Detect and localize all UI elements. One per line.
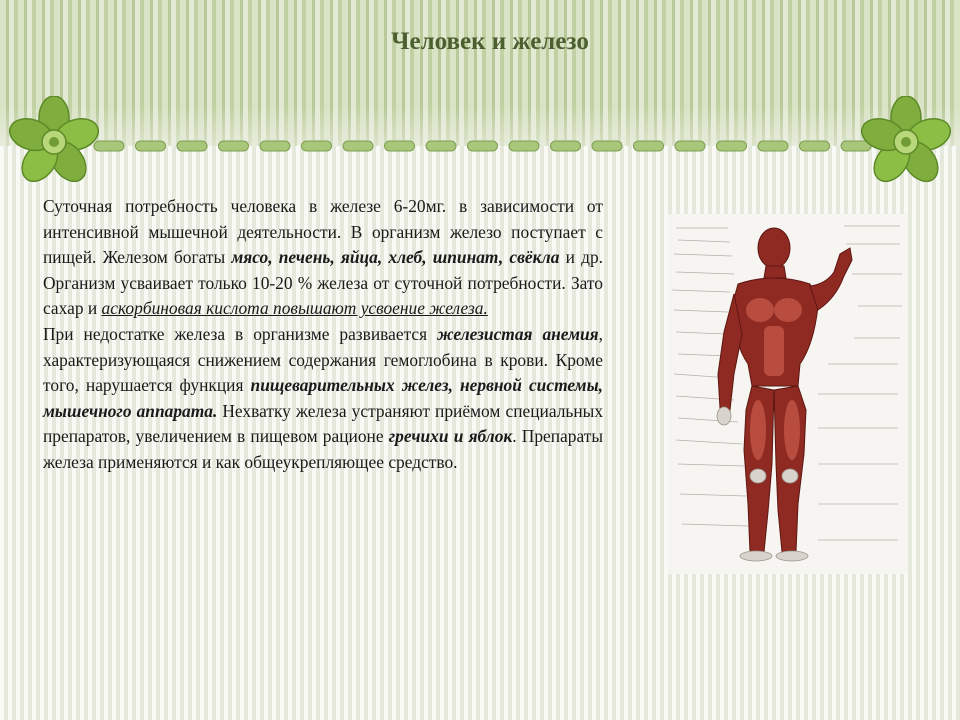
paragraph-daily-need bbox=[43, 194, 603, 322]
bead bbox=[592, 141, 622, 151]
text-run: , характеризующаяся снижением содержания гемоглобина в крови. Кроме того, нарушается функция bbox=[43, 323, 603, 396]
bead bbox=[758, 141, 788, 151]
bead bbox=[675, 141, 705, 151]
recommended-foods: гречихи и яблок bbox=[388, 426, 513, 447]
header-band bbox=[0, 0, 960, 146]
iron-rich-foods: мясо, печень, яйца, хлеб, шпинат, свёкла bbox=[231, 247, 560, 268]
bead bbox=[136, 141, 166, 151]
bead bbox=[800, 141, 830, 151]
bead bbox=[426, 141, 456, 151]
text-run: Суточная потребность человека в железе 6-20мг. в зависимости от интенсивной мышечной деятельности. В организм железо поступает с пищей. Железом богаты bbox=[43, 196, 603, 268]
green-flower-icon bbox=[0, 96, 108, 193]
page-title: Человек и железо bbox=[391, 28, 589, 55]
bead bbox=[219, 141, 249, 151]
bead bbox=[302, 141, 332, 151]
bead bbox=[468, 141, 498, 151]
human-muscle-anatomy-figure bbox=[668, 214, 908, 574]
paragraph-deficiency bbox=[43, 322, 603, 476]
bead bbox=[634, 141, 664, 151]
bead bbox=[551, 141, 581, 151]
green-flower-icon bbox=[852, 96, 960, 193]
text-run: . Препараты железа применяются и как общеукрепляющее средство. bbox=[43, 426, 604, 472]
bead bbox=[177, 141, 207, 151]
text-run: Нехватку железа устраняют приёмом специальных препаратов, увеличением в пищевом рационе bbox=[43, 400, 604, 447]
bead bbox=[343, 141, 373, 151]
body-text bbox=[43, 194, 603, 476]
anemia-term: железистая анемия bbox=[437, 323, 599, 344]
bead bbox=[509, 141, 539, 151]
bead bbox=[717, 141, 747, 151]
affected-systems: пищеварительных желез, нервной системы, мышечного аппарата. bbox=[43, 375, 603, 421]
bead bbox=[260, 141, 290, 151]
text-run: и др. Организм усваивает только 10-20 % железа от суточной потребности. Зато сахар и bbox=[43, 247, 603, 319]
absorption-enhancers: аскорбиновая кислота повышают усвоение железа. bbox=[101, 298, 488, 319]
text-run: При недостатке железа в организме развивается bbox=[43, 323, 438, 344]
bead-border bbox=[90, 139, 880, 153]
bead bbox=[385, 141, 415, 151]
